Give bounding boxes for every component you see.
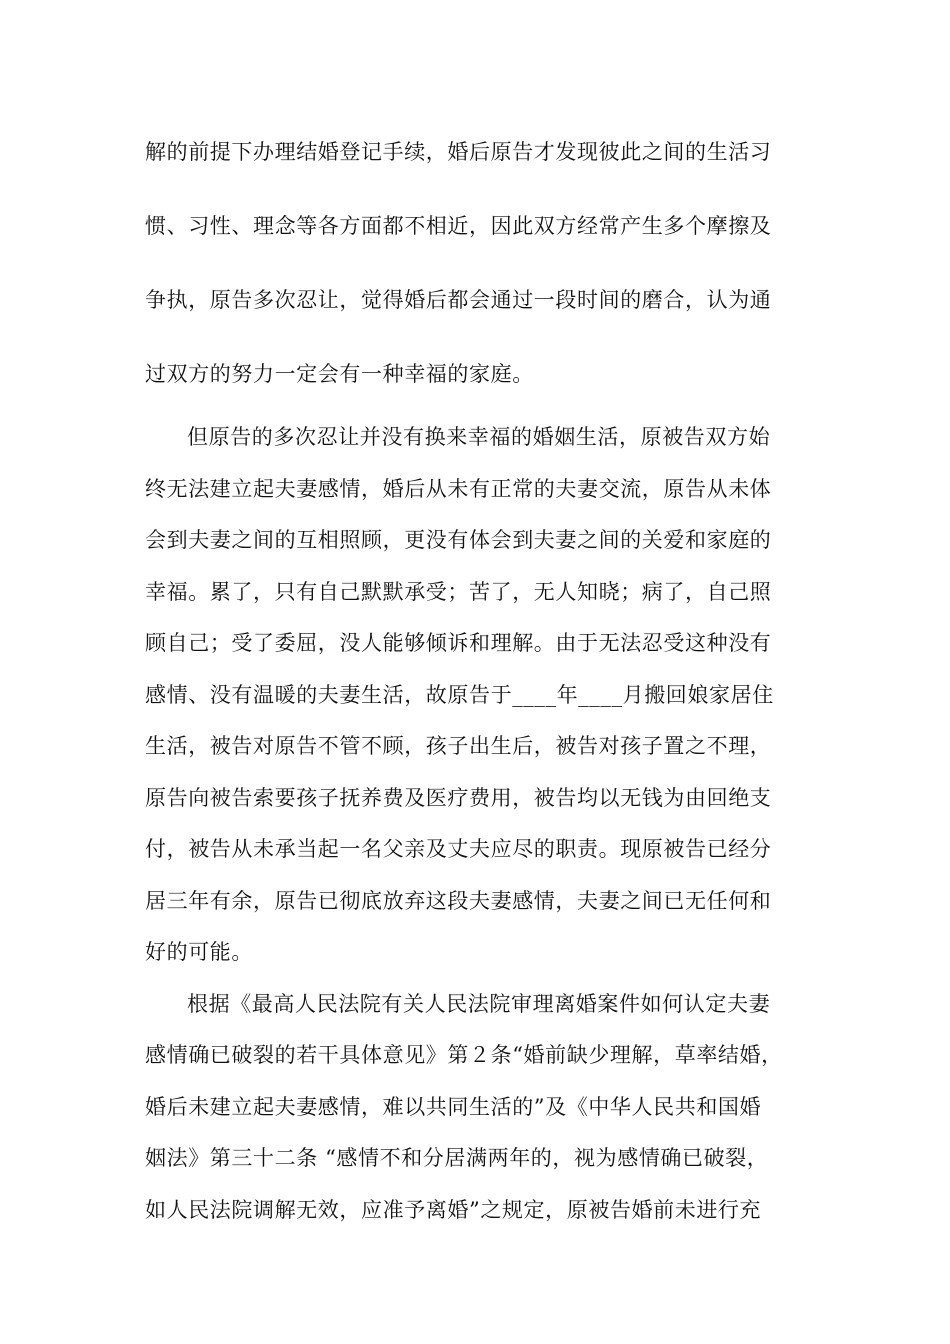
text-line: 幸福。累了，只有自己默默承受；苦了，无人知晓；病了，自己照 <box>145 580 772 604</box>
text-line: 居三年有余，原告已彻底放弃这段夫妻感情，夫妻之间已无任何和 <box>145 889 772 913</box>
paragraph-first-line: 但原告的多次忍让并没有换来幸福的婚姻生活，原被告双方始 <box>187 425 771 449</box>
text-line: 会到夫妻之间的互相照顾，更没有体会到夫妻之间的关爱和家庭的 <box>145 528 772 552</box>
text-line: 终无法建立起夫妻感情，婚后从未有正常的夫妻交流，原告从未体 <box>145 477 772 501</box>
text-line: 过双方的努力一定会有一种幸福的家庭。 <box>145 362 534 386</box>
text-line: 生活，被告对原告不管不顾，孩子出生后，被告对孩子置之不理， <box>145 734 772 758</box>
text-line: 感情、没有温暖的夫妻生活，故原告于____年____月搬回娘家居住 <box>145 683 774 707</box>
text-line: 付，被告从未承当起一名父亲及丈夫应尽的职责。现原被告已经分 <box>145 837 772 861</box>
text-line: 如人民法院调解无效，应准予离婚”之规定，原被告婚前未进行充 <box>145 1198 762 1222</box>
text-line: 解的前提下办理结婚登记手续，婚后原告才发现彼此之间的生活习 <box>145 140 772 164</box>
text-line: 顾自己；受了委屈，没人能够倾诉和理解。由于无法忍受这种没有 <box>145 631 772 655</box>
text-line: 婚后未建立起夫妻感情，难以共同生活的”及《中华人民共和国婚 <box>145 1095 762 1119</box>
text-line: 好的可能。 <box>145 940 253 964</box>
text-line: 感情确已破裂的若干具体意见》第２条“婚前缺少理解，草率结婚， <box>145 1043 783 1067</box>
paragraph-first-line: 根据《最高人民法院有关人民法院审理离婚案件如何认定夫妻 <box>187 992 771 1016</box>
text-line: 姻法》第三十二条 “感情不和分居满两年的，视为感情确已破裂， <box>145 1146 769 1170</box>
text-line: 原告向被告索要孩子抚养费及医疗费用，被告均以无钱为由回绝支 <box>145 786 772 810</box>
text-line: 惯、习性、理念等各方面都不相近，因此双方经常产生多个摩擦及 <box>145 214 772 238</box>
text-line: 争执，原告多次忍让，觉得婚后都会通过一段时间的磨合，认为通 <box>145 288 772 312</box>
